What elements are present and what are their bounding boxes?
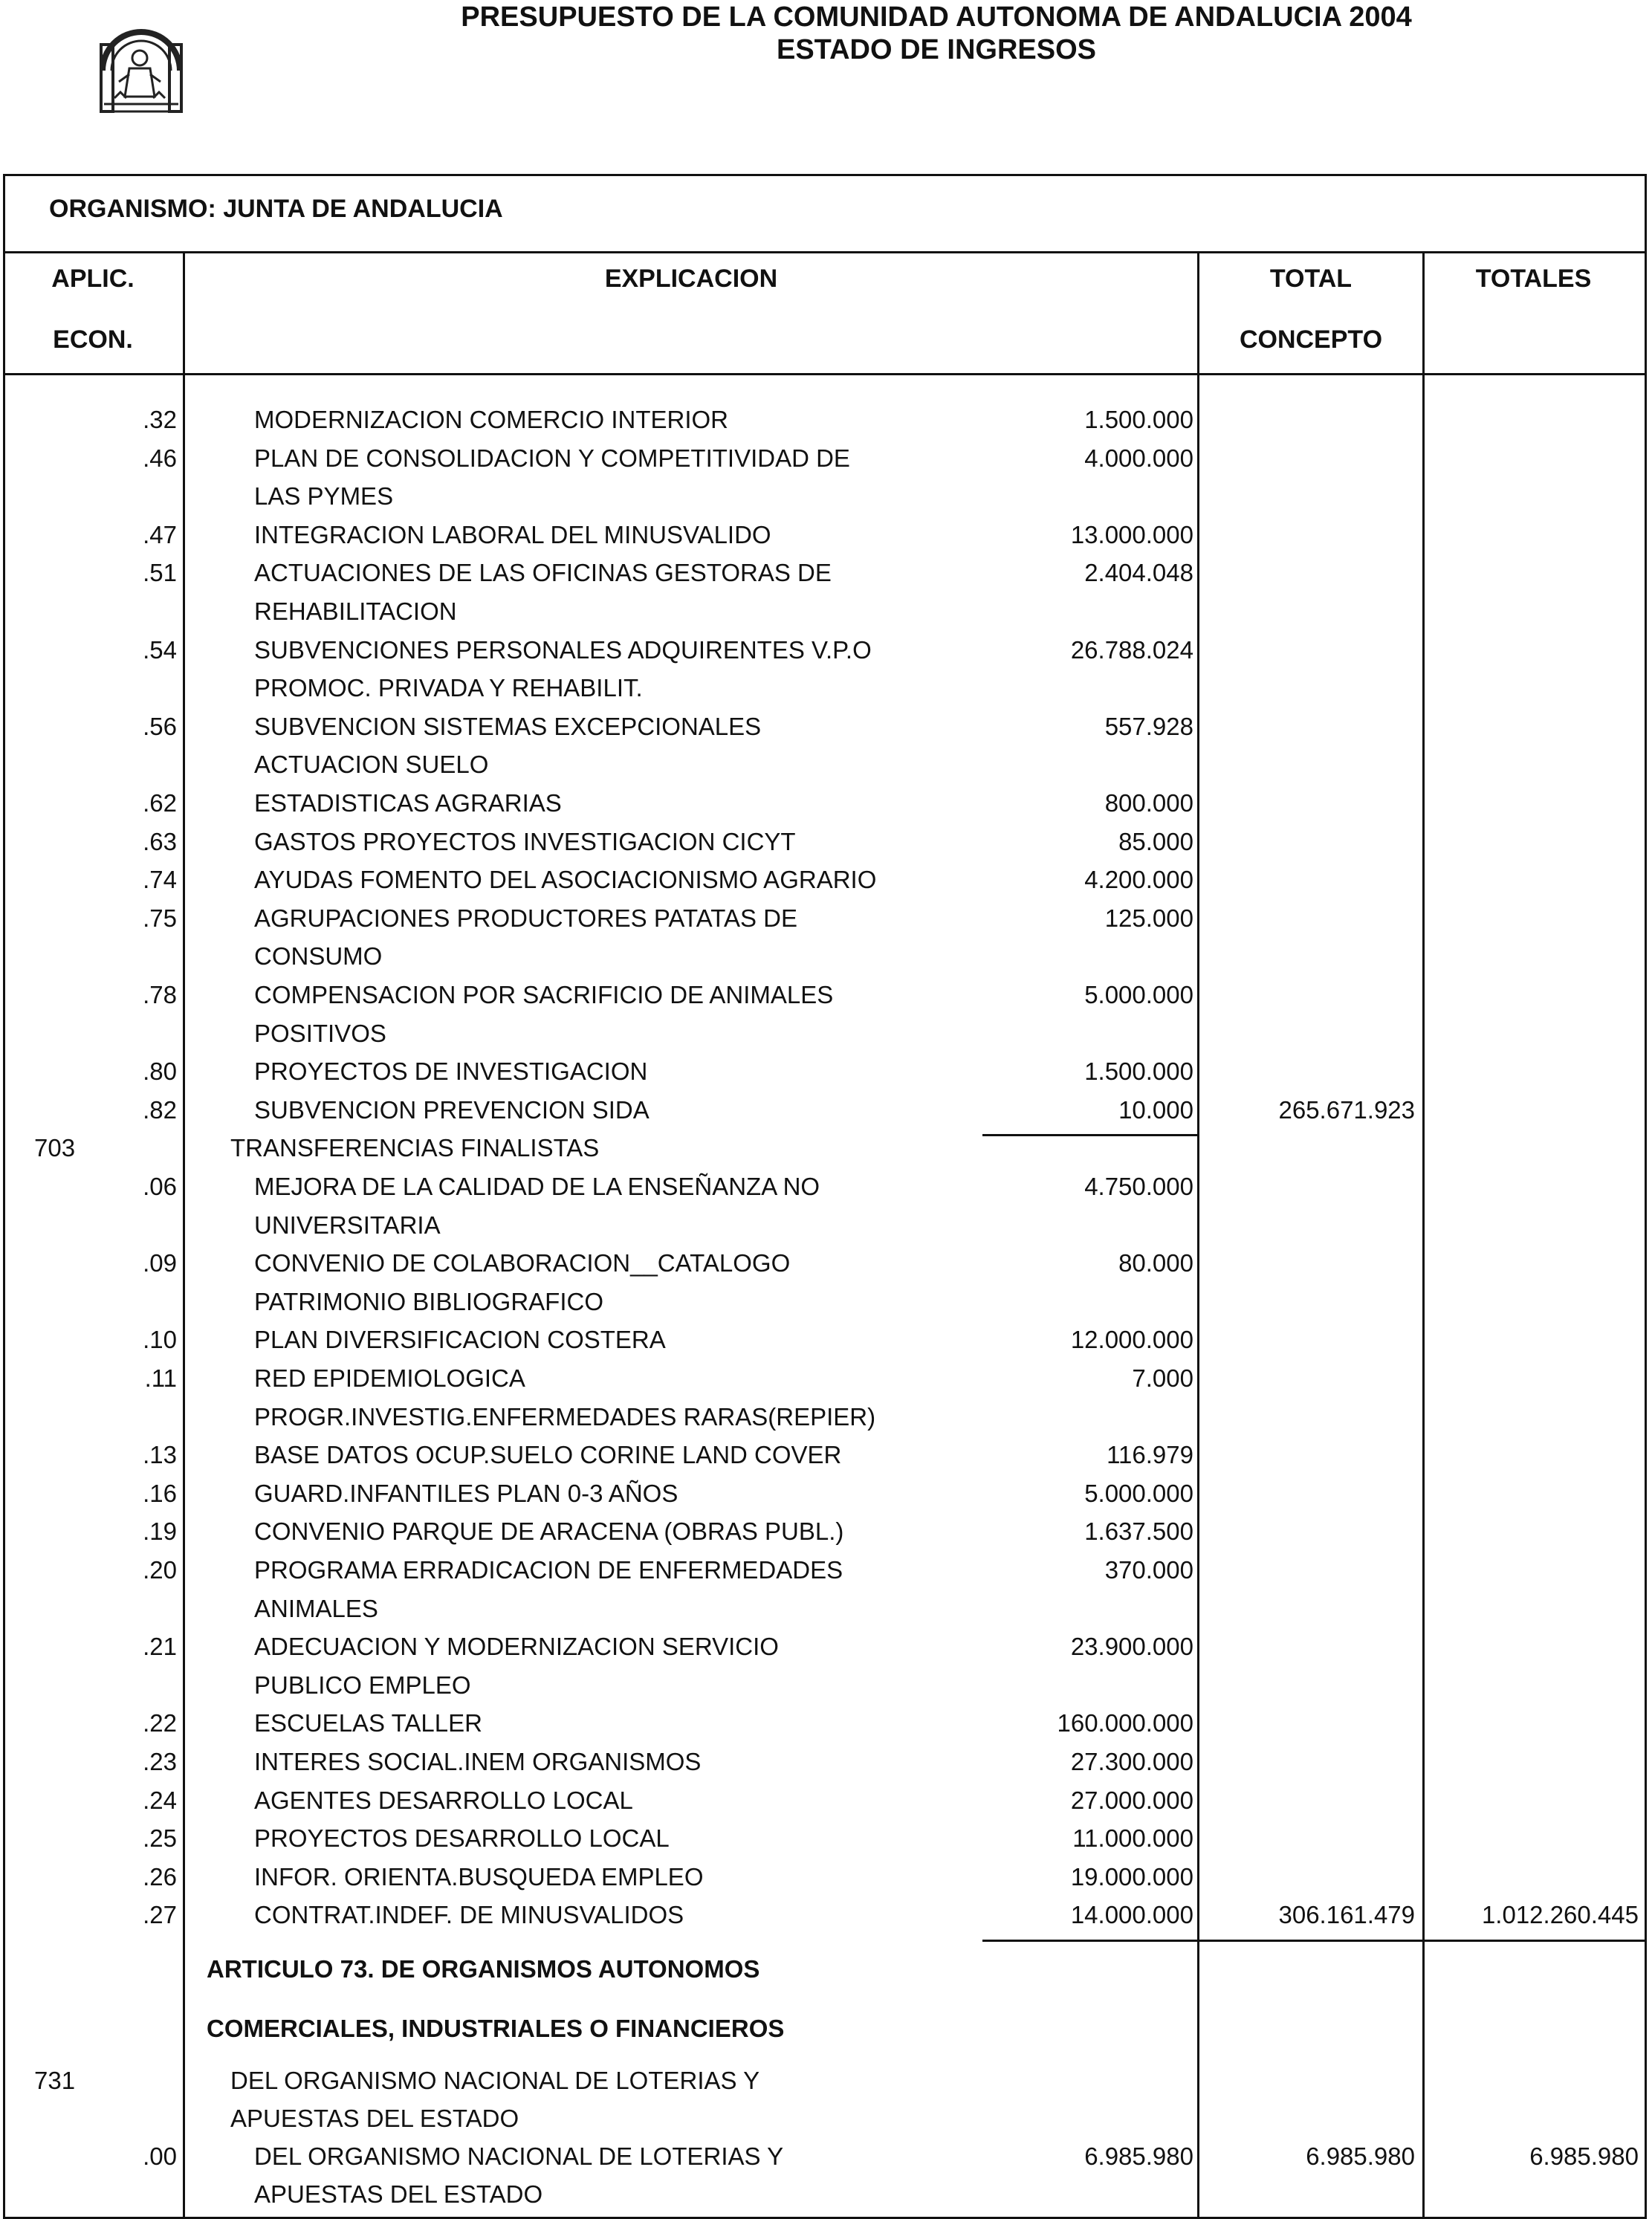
row-totales: 1.012.260.445: [1481, 1901, 1639, 1929]
row-code: 703: [34, 1134, 76, 1162]
row-text: AGENTES DESARROLLO LOCAL: [254, 1786, 633, 1814]
row-amount: 26.788.024: [1070, 635, 1193, 664]
row-code: .23: [143, 1748, 177, 1775]
col-divider-code: [183, 251, 185, 2217]
row-code: .16: [143, 1479, 177, 1507]
junta-de-andalucia-emblem-icon: [97, 0, 186, 117]
row-code: .09: [143, 1249, 177, 1277]
row-code: .46: [143, 444, 177, 472]
row-text: PROGR.INVESTIG.ENFERMEDADES RARAS(REPIER): [254, 1402, 876, 1431]
row-text: RED EPIDEMIOLOGICA: [254, 1364, 525, 1392]
row-text: PROMOC. PRIVADA Y REHABILIT.: [254, 674, 643, 702]
row-total-concepto: 306.161.479: [1278, 1901, 1415, 1929]
row-amount: 23.900.000: [1070, 1633, 1193, 1661]
row-amount: 1.500.000: [1084, 406, 1193, 433]
row-text: INTEGRACION LABORAL DEL MINUSVALIDO: [254, 520, 771, 548]
row-code: .32: [143, 406, 177, 433]
row-amount: 10.000: [1118, 1095, 1193, 1124]
row-code: .11: [144, 1364, 177, 1392]
row-amount: 11.000.000: [1072, 1824, 1193, 1853]
row-text: REHABILITACION: [254, 597, 457, 625]
org-divider: [3, 251, 1645, 253]
row-amount: 557.928: [1104, 712, 1193, 740]
col-header-aplic: APLIC.: [51, 265, 135, 293]
document-title: PRESUPUESTO DE LA COMUNIDAD AUTONOMA DE ANDALUCIA 2004: [461, 1, 1412, 33]
row-text: CONSUMO: [254, 942, 383, 971]
row-text: PUBLICO EMPLEO: [254, 1671, 471, 1699]
row-text: MEJORA DE LA CALIDAD DE LA ENSEÑANZA NO: [254, 1173, 820, 1200]
row-text: SUBVENCIONES PERSONALES ADQUIRENTES V.P.O: [254, 635, 872, 664]
row-code: 731: [34, 2067, 76, 2094]
row-code: .25: [143, 1824, 177, 1853]
row-text: INTERES SOCIAL.INEM ORGANISMOS: [254, 1748, 702, 1775]
row-text: SUBVENCION SISTEMAS EXCEPCIONALES: [254, 712, 762, 740]
row-text: CONVENIO PARQUE DE ARACENA (OBRAS PUBL.): [254, 1517, 844, 1546]
row-amount: 370.000: [1104, 1556, 1193, 1584]
row-text: TRANSFERENCIAS FINALISTAS: [230, 1134, 600, 1162]
row-text: ADECUACION Y MODERNIZACION SERVICIO: [254, 1633, 779, 1661]
articulo-heading: ARTICULO 73. DE ORGANISMOS AUTONOMOS: [207, 1955, 760, 1983]
row-text: ANIMALES: [254, 1594, 378, 1622]
organismo-label: ORGANISMO: JUNTA DE ANDALUCIA: [49, 195, 503, 223]
row-text: SUBVENCION PREVENCION SIDA: [254, 1095, 650, 1124]
row-amount: 2.404.048: [1084, 559, 1193, 587]
row-text: PROYECTOS DESARROLLO LOCAL: [254, 1824, 670, 1853]
row-code: .80: [143, 1057, 177, 1086]
row-amount: 116.979: [1107, 1441, 1193, 1469]
row-amount: 19.000.000: [1070, 1862, 1193, 1891]
row-text: COMPENSACION POR SACRIFICIO DE ANIMALES: [254, 981, 834, 1008]
row-text: ACTUACION SUELO: [254, 751, 489, 779]
row-amount: 14.000.000: [1070, 1901, 1193, 1929]
row-amount: 800.000: [1104, 789, 1193, 817]
row-text: APUESTAS DEL ESTADO: [230, 2105, 519, 2132]
row-code: .51: [143, 559, 177, 587]
row-text: UNIVERSITARIA: [254, 1211, 441, 1239]
row-amount: 4.200.000: [1084, 866, 1193, 894]
row-text: LAS PYMES: [254, 482, 394, 511]
row-amount: 85.000: [1118, 827, 1193, 855]
row-amount: 27.300.000: [1070, 1748, 1193, 1775]
row-text: POSITIVOS: [254, 1019, 386, 1047]
row-amount: 5.000.000: [1084, 1479, 1193, 1507]
document-subtitle: ESTADO DE INGRESOS: [776, 34, 1097, 65]
articulo-heading-cont: COMERCIALES, INDUSTRIALES O FINANCIEROS: [207, 2015, 785, 2042]
row-text: GASTOS PROYECTOS INVESTIGACION CICYT: [254, 827, 796, 855]
row-text: PLAN DE CONSOLIDACION Y COMPETITIVIDAD DE: [254, 444, 850, 472]
row-code: .20: [143, 1556, 177, 1584]
row-code: .06: [143, 1173, 177, 1200]
row-amount: 1.637.500: [1084, 1517, 1193, 1546]
row-code: .13: [143, 1441, 177, 1469]
col-header-explicacion: EXPLICACION: [604, 265, 778, 293]
row-total-concepto: 6.985.980: [1306, 2142, 1415, 2170]
row-amount: 125.000: [1104, 904, 1193, 932]
row-text: DEL ORGANISMO NACIONAL DE LOTERIAS Y: [254, 2142, 784, 2170]
row-text: PROYECTOS DE INVESTIGACION: [254, 1057, 648, 1086]
row-text: PLAN DIVERSIFICACION COSTERA: [254, 1326, 666, 1354]
row-text: DEL ORGANISMO NACIONAL DE LOTERIAS Y: [230, 2067, 760, 2094]
row-text: ACTUACIONES DE LAS OFICINAS GESTORAS DE: [254, 559, 832, 587]
row-text: CONVENIO DE COLABORACION__CATALOGO: [254, 1249, 791, 1277]
row-code: .00: [143, 2142, 177, 2170]
row-amount: 4.750.000: [1084, 1173, 1193, 1200]
row-code: .74: [143, 866, 177, 894]
row-totales: 6.985.980: [1529, 2142, 1639, 2170]
col-header-econ: ECON.: [53, 325, 133, 354]
row-code: .10: [143, 1326, 177, 1354]
row-text: CONTRAT.INDEF. DE MINUSVALIDOS: [254, 1901, 684, 1929]
row-text: BASE DATOS OCUP.SUELO CORINE LAND COVER: [254, 1441, 842, 1469]
row-amount: 12.000.000: [1070, 1326, 1193, 1354]
row-amount: 5.000.000: [1084, 981, 1193, 1008]
row-text: AYUDAS FOMENTO DEL ASOCIACIONISMO AGRARIO: [254, 866, 877, 894]
subtotal-rule-2: [982, 1940, 1645, 1942]
row-text: GUARD.INFANTILES PLAN 0-3 AÑOS: [254, 1479, 678, 1507]
col-header-concepto: CONCEPTO: [1239, 325, 1383, 354]
row-code: .22: [143, 1709, 177, 1737]
row-text: APUESTAS DEL ESTADO: [254, 2180, 543, 2208]
row-code: .19: [143, 1517, 177, 1546]
row-code: .63: [143, 827, 177, 855]
row-text: MODERNIZACION COMERCIO INTERIOR: [254, 406, 729, 433]
row-code: .21: [143, 1633, 177, 1661]
row-text: ESTADISTICAS AGRARIAS: [254, 789, 562, 817]
row-code: .26: [143, 1862, 177, 1891]
row-code: .75: [143, 904, 177, 932]
row-total-concepto: 265.671.923: [1278, 1095, 1415, 1124]
row-amount: 7.000: [1132, 1364, 1193, 1392]
row-code: .82: [143, 1095, 177, 1124]
row-code: .56: [143, 712, 177, 740]
row-code: .24: [143, 1786, 177, 1814]
row-text: PROGRAMA ERRADICACION DE ENFERMEDADES: [254, 1556, 843, 1584]
row-amount: 27.000.000: [1070, 1786, 1193, 1814]
row-code: .78: [143, 981, 177, 1008]
row-code: .62: [143, 789, 177, 817]
row-amount: 6.985.980: [1084, 2142, 1193, 2170]
row-amount: 160.000.000: [1057, 1709, 1193, 1737]
row-text: INFOR. ORIENTA.BUSQUEDA EMPLEO: [254, 1862, 704, 1891]
col-header-total: TOTAL: [1269, 265, 1353, 293]
col-header-totales: TOTALES: [1475, 265, 1592, 293]
row-amount: 80.000: [1118, 1249, 1193, 1277]
row-code: .27: [143, 1901, 177, 1929]
row-amount: 1.500.000: [1084, 1057, 1193, 1086]
header-divider: [3, 373, 1645, 375]
row-amount: 13.000.000: [1070, 520, 1193, 548]
row-text: AGRUPACIONES PRODUCTORES PATATAS DE: [254, 904, 797, 932]
row-text: ESCUELAS TALLER: [254, 1709, 482, 1737]
subtotal-rule-1: [982, 1134, 1199, 1136]
row-amount: 4.000.000: [1084, 444, 1193, 472]
row-text: PATRIMONIO BIBLIOGRAFICO: [254, 1287, 603, 1315]
row-code: .47: [143, 520, 177, 548]
row-code: .54: [143, 635, 177, 664]
